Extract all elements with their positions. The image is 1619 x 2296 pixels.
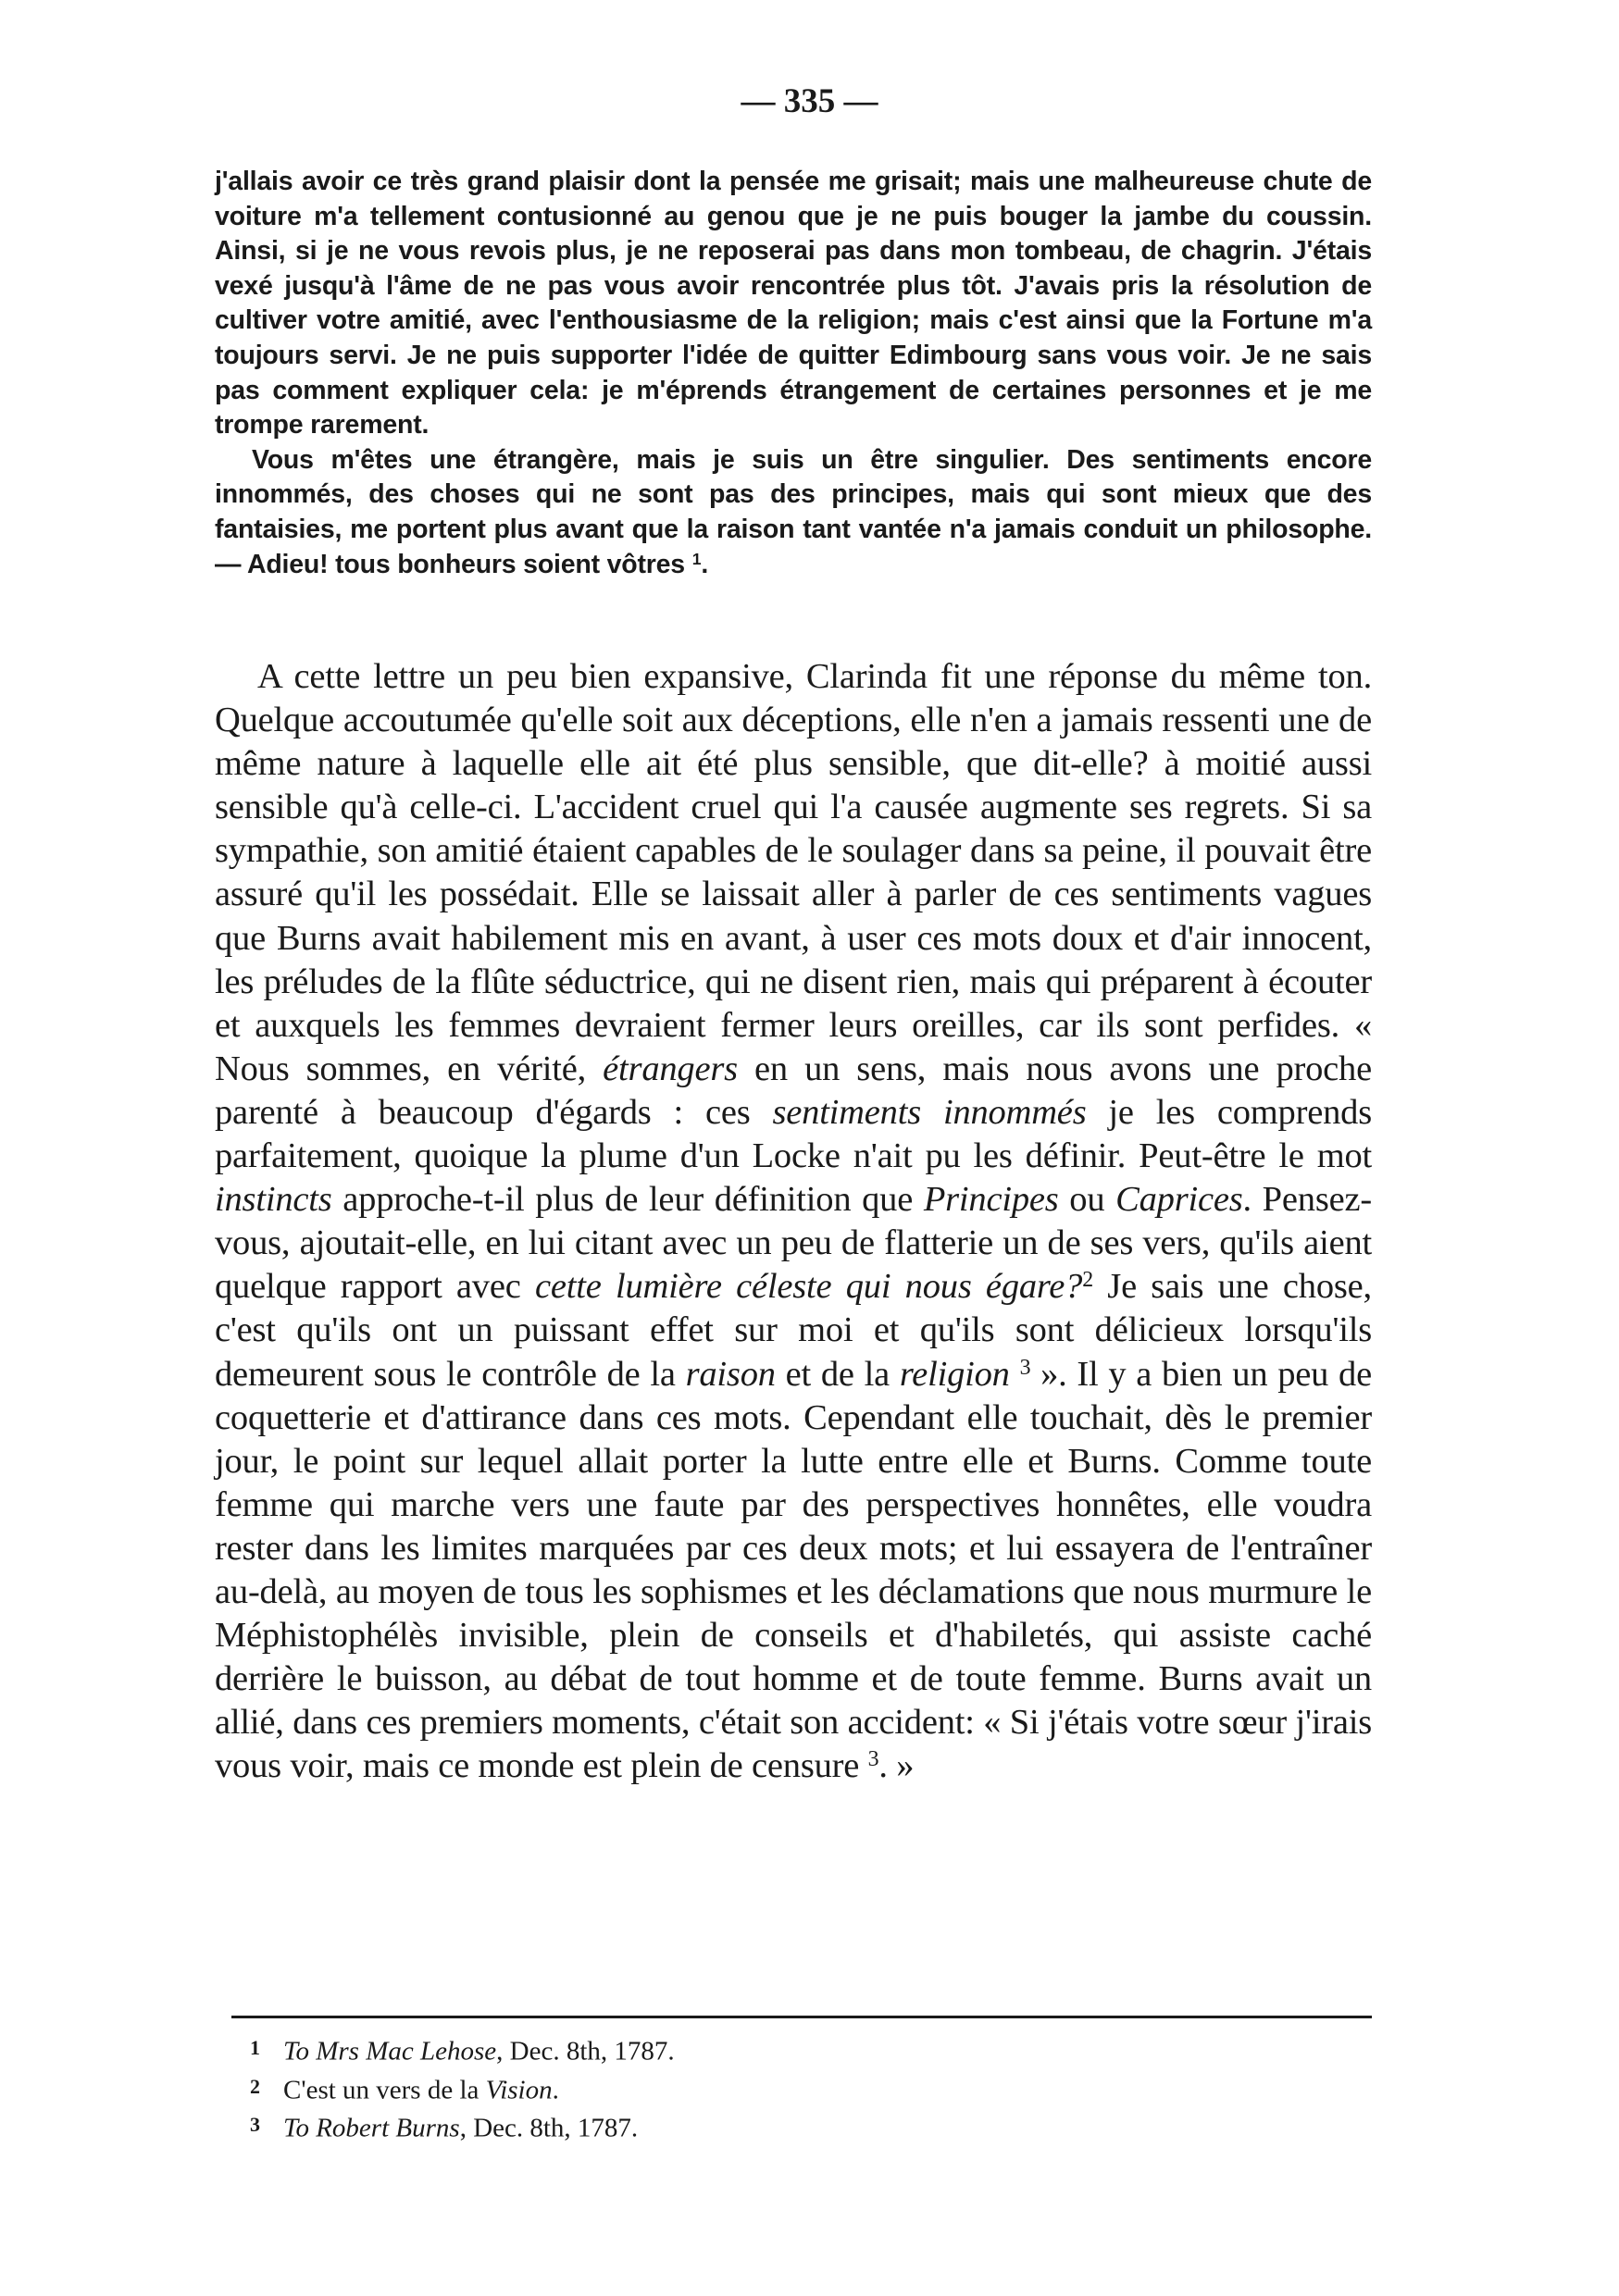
letter-paragraph-2-text: Vous m'êtes une étrangère, mais je suis un être singulier. Des sentiments encore innommés, des choses qui ne sont pas des principes, mais qui sont mieux que des fantaisies, me portent plus avant que la raison tant vantée n'a jamais conduit un philosophe. — Adieu! tous bonheurs soient vôtres xyxy=(215,444,1372,579)
body-text-run: . » xyxy=(878,1746,915,1786)
body-paragraph xyxy=(215,655,1372,1788)
body-text-run: je les comprends parfaitement, quoique la plume d'un Locke n'ait pu les définir. Peut-être le mot xyxy=(215,1092,1372,1176)
footnote-divider xyxy=(231,2016,1372,2018)
body-text-run: ». Il y a bien un peu de coquetterie et d'attirance dans ces mots. Cependant elle touchait, dès le premier jour, le point sur lequel allait porter la lutte entre elle et Burns. Comme toute femme qui marche vers une faute par des perspectives honnêtes, elle voudra rester dans les limites marquées par ces deux mots; et lui essayera de l'entraîner au-delà, au moyen de tous les sophismes et les déclamations que nous murmure le Méphistophélès invisible, plein de conseils et d'habiletés, qui assiste caché derrière le buisson, au débat de tout homme et de toute femme. Burns avait un allié, dans ces premiers moments, c'était son accident: « Si j'étais votre sœur j'irais vous voir, mais ce monde est plein de censure xyxy=(215,1354,1372,1786)
italic-term: sentiments innommés xyxy=(772,1092,1087,1132)
footnote-ref-3[interactable]: 3 xyxy=(1019,1355,1031,1380)
italic-term: Principes xyxy=(923,1180,1059,1220)
italic-quote: cette lumière céleste qui nous égare? xyxy=(534,1267,1083,1307)
letter-paragraph-1: j'allais avoir ce très grand plaisir dont la pensée me grisait; mais une malheureuse chute de voiture m'a tellement contusionné au genou que je ne puis bouger la jambe du coussin. Ainsi, si je ne vous revois plus, je ne reposerai pas dans mon tombeau, de chagrin. J'étais vexé jusqu'à l'âme de ne pas vous avoir rencontrée plus tôt. J'avais pris la résolution de cultiver votre amitié, avec l'enthousiasme de la religion; mais c'est ainsi que la Fortune m'a toujours servi. Je ne puis supporter l'idée de quitter Edimbourg sans vous voir. Je ne sais pas comment expliquer cela: je m'éprends étrangement de certaines personnes et je me trompe rarement. xyxy=(215,167,1372,441)
italic-term: étrangers xyxy=(603,1049,738,1088)
italic-term: Caprices xyxy=(1115,1180,1243,1220)
footnote-text: , Dec. 8th, 1787. xyxy=(459,2113,639,2143)
footnote-number: 1 xyxy=(250,2036,260,2059)
footnote-italic: To Robert Burns xyxy=(283,2113,460,2143)
italic-term: raison xyxy=(685,1354,776,1394)
footnote-number: 3 xyxy=(250,2113,260,2136)
quoted-letter xyxy=(215,165,1372,582)
body-text-run: approche-t-il plus de leur définition que xyxy=(331,1180,924,1220)
footnote-text: C'est un vers de la xyxy=(283,2075,486,2104)
footnote-2 xyxy=(250,2069,1268,2108)
footnote-number: 2 xyxy=(250,2074,260,2098)
footnote-italic: To Mrs Mac Lehose xyxy=(283,2036,497,2066)
footnote-text: . xyxy=(552,2075,559,2104)
body-text-run: ou xyxy=(1058,1180,1116,1220)
footnote-ref-1[interactable]: 1 xyxy=(691,549,702,568)
footnote-italic: Vision xyxy=(485,2075,553,2104)
body-text-run: en un sens, mais nous avons une proche parenté à beaucoup d'égards : ces xyxy=(215,1049,1372,1132)
footnote-ref-2[interactable]: 2 xyxy=(1082,1268,1093,1293)
italic-term: instincts xyxy=(215,1180,332,1220)
body-text xyxy=(215,655,1372,1788)
footnote-3 xyxy=(250,2107,1268,2146)
italic-term: religion xyxy=(899,1354,1010,1394)
footnotes xyxy=(250,2030,1268,2146)
footnote-ref-3b[interactable]: 3 xyxy=(867,1747,879,1772)
footnote-text: , Dec. 8th, 1787. xyxy=(496,2036,675,2066)
body-text-run: et de la xyxy=(775,1354,900,1394)
body-text-run: A cette lettre un peu bien expansive, Clarinda fit une réponse du même ton. Quelque accoutumée qu'elle soit aux déceptions, elle n'en a jamais ressenti une de même nature à laquelle elle ait été plus sensible, que dit-elle? à moitié aussi sensible qu'à celle-ci. L'accident cruel qui l'a causée augmente ses regrets. Si sa sympathie, son amitié étaient capables de le soulager dans sa peine, il pouvait être assuré qu'il les possédait. Elle se laissait aller à parler de ces sentiments vagues que Burns avait habilement mis en avant, à user ces mots doux et d'air innocent, les préludes de la flûte séductrice, qui ne disent rien, mais qui préparent à écouter et auxquels les femmes devraient fermer leurs oreilles, car ils sont perfides. « Nous sommes, en vérité, xyxy=(215,657,1372,1088)
letter-paragraph-2-end: . xyxy=(701,549,709,579)
footnote-1 xyxy=(250,2030,1268,2069)
letter-paragraph-2 xyxy=(215,443,1372,582)
page-number: — 335 — xyxy=(741,82,878,120)
body-text-run: . Pensez-vous, ajoutait-elle, en lui citant avec un peu de flatterie un de ses vers, qu'ils aient quelque rapport avec xyxy=(215,1180,1372,1307)
body-text-run: Je sais une chose, c'est qu'ils ont un puissant effet sur moi et qu'ils sont délicieux lorsqu'ils demeurent sous le contrôle de la xyxy=(215,1267,1372,1394)
